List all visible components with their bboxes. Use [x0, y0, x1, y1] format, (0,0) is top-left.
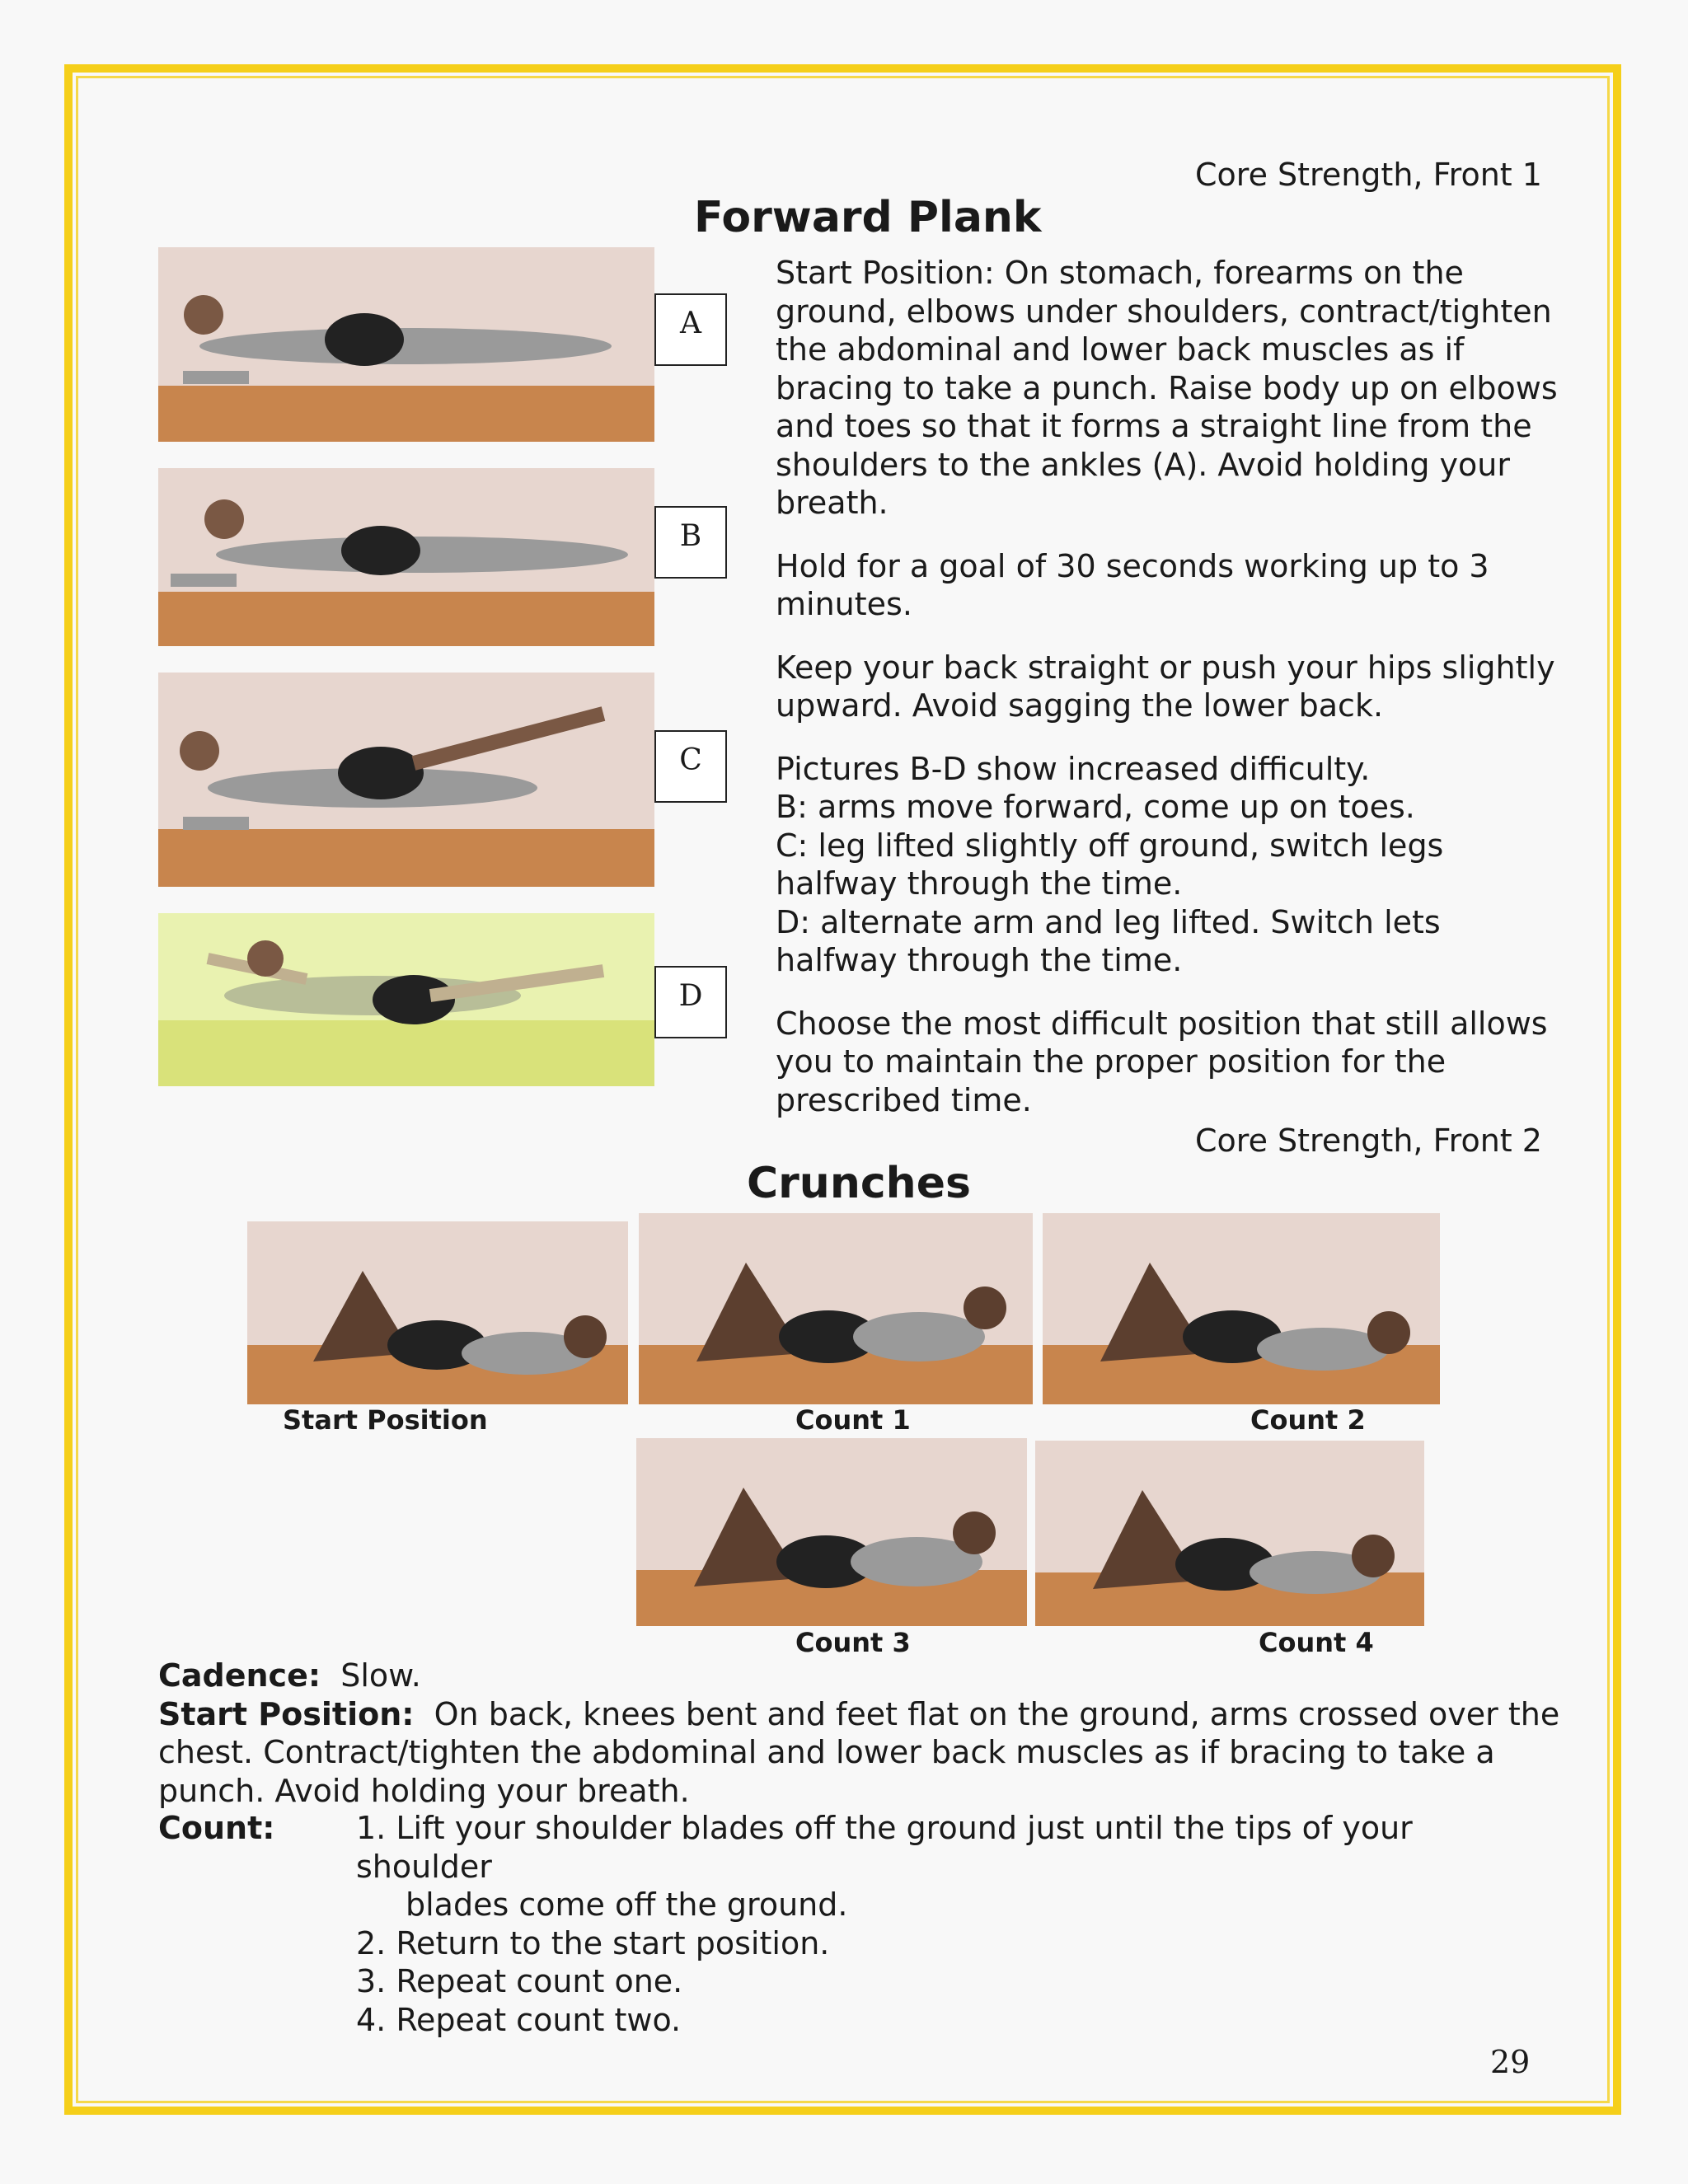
- crunches-title: Crunches: [747, 1159, 971, 1208]
- plank-photo-d: [158, 913, 654, 1086]
- plank-difficulty-list: [776, 750, 1567, 980]
- page-number: 29: [1490, 2044, 1531, 2080]
- difficulty-d: D: alternate arm and leg lifted. Switch lets halfway through the time.: [776, 903, 1441, 978]
- count-label: Count:: [158, 1810, 275, 1846]
- difficulty-c: C: leg lifted slightly off ground, switch legs halfway through the time.: [776, 827, 1444, 902]
- plank-photo-a: [158, 247, 654, 442]
- count-step-1-continued: blades come off the ground.: [406, 1886, 848, 1923]
- cadence-line: [158, 1657, 1576, 1695]
- plank-choose-text: Choose the most difficult position that still allows you to maintain the proper position for the prescribed time.: [776, 1005, 1548, 1118]
- difficulty-b: B: arms move forward, come up on toes.: [776, 789, 1415, 825]
- cadence-label: Cadence:: [158, 1657, 321, 1694]
- cadence-value: Slow.: [340, 1657, 421, 1694]
- count-step-1: 1. Lift your shoulder blades off the ground just until the tips of your shoulder: [356, 1810, 1413, 1885]
- section-label-front-1: Core Strength, Front 1: [1195, 157, 1542, 193]
- crunch-photo-count-2: [1043, 1213, 1440, 1404]
- plank-start-position-text: Start Position: On stomach, forearms on the ground, elbows under shoulders, contract/tighten the abdominal and lower back muscles as if bracing to take a punch. Raise body up on elbows and toes so that it forms a straight line from the shoulders to the ankles (A). Avoid holding your breath.: [776, 255, 1558, 521]
- plank-photo-b: [158, 468, 654, 646]
- caption-count-3: Count 3: [795, 1627, 911, 1658]
- crunch-photo-count-1: [639, 1213, 1033, 1404]
- count-step-4: 4. Repeat count two.: [356, 2001, 682, 2038]
- start-position-line: [158, 1695, 1576, 1811]
- caption-count-4: Count 4: [1259, 1627, 1374, 1658]
- plank-title: Forward Plank: [694, 193, 1042, 242]
- count-steps-list: [356, 1809, 1543, 2039]
- photo-label-b: B: [654, 506, 727, 579]
- caption-start-position: Start Position: [283, 1404, 488, 1436]
- caption-count-2: Count 2: [1250, 1404, 1366, 1436]
- crunch-photo-count-4: [1035, 1441, 1424, 1626]
- start-position-text: On back, knees bent and feet flat on the ground, arms crossed over the chest. Contract/tighten the abdominal and lower back muscles as if bracing to take a punch. Avoid holding your breath.: [158, 1695, 1560, 1809]
- plank-back-text: Keep your back straight or push your hips slightly upward. Avoid sagging the lower back.: [776, 649, 1555, 724]
- photo-label-d: D: [654, 966, 727, 1038]
- section-label-front-2: Core Strength, Front 2: [1195, 1122, 1542, 1159]
- start-position-label: Start Position:: [158, 1695, 415, 1732]
- plank-instructions: [776, 254, 1567, 1119]
- count-step-2: 2. Return to the start position.: [356, 1924, 830, 1961]
- crunch-photo-count-3: [636, 1438, 1027, 1626]
- difficulty-intro: Pictures B-D show increased difficulty.: [776, 750, 1371, 787]
- plank-hold-text: Hold for a goal of 30 seconds working up to 3 minutes.: [776, 547, 1489, 622]
- count-step-3: 3. Repeat count one.: [356, 1963, 683, 1999]
- plank-photo-c: [158, 673, 654, 887]
- photo-label-c: C: [654, 730, 727, 803]
- crunch-photo-start: [247, 1221, 628, 1404]
- caption-count-1: Count 1: [795, 1404, 911, 1436]
- photo-label-a: A: [654, 293, 727, 366]
- crunch-instructions: [158, 1657, 1576, 1810]
